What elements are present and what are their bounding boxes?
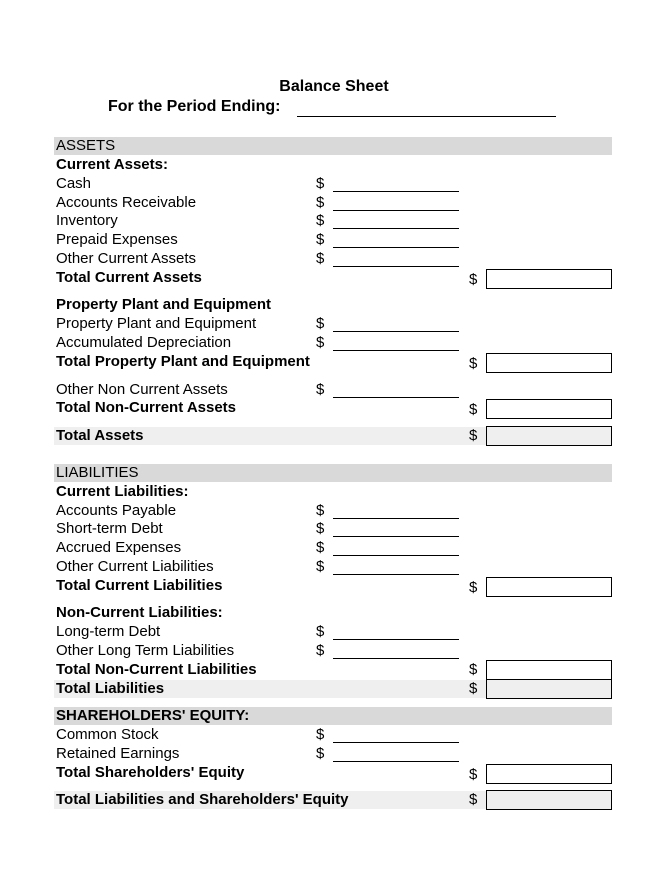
total-row <box>54 269 612 287</box>
total-current-liabilities-field[interactable] <box>486 577 612 597</box>
line-item-row <box>54 502 612 520</box>
line-item-label: Accounts Receivable <box>56 194 197 211</box>
line-item-row <box>54 520 612 538</box>
dollar-sign: $ <box>316 334 325 351</box>
total-liabilities-equity-label: Total Liabilities and Shareholders' Equity <box>56 791 349 808</box>
line-item-label: Inventory <box>56 212 118 229</box>
line-item-row <box>54 381 612 399</box>
current-assets-heading-row <box>54 156 612 174</box>
total-current-liabilities-label: Total Current Liabilities <box>56 577 223 594</box>
prepaid-expenses-amount-field[interactable] <box>333 247 459 248</box>
dollar-sign: $ <box>316 539 325 556</box>
total-row <box>54 353 612 371</box>
dollar-sign: $ <box>469 355 478 372</box>
ppe-amount-field[interactable] <box>333 331 459 332</box>
total-assets-field[interactable] <box>486 426 612 446</box>
equity-section-heading <box>54 707 612 725</box>
ppe-heading-row <box>54 296 612 314</box>
line-item-row <box>54 175 612 193</box>
liabilities-heading: LIABILITIES <box>56 464 139 481</box>
total-equity-field[interactable] <box>486 764 612 784</box>
total-assets-row <box>54 427 612 445</box>
period-ending-field[interactable] <box>297 116 556 117</box>
dollar-sign: $ <box>316 726 325 743</box>
line-item-row <box>54 212 612 230</box>
total-current-assets-label: Total Current Assets <box>56 269 202 286</box>
non-current-liabilities-heading-row <box>54 604 612 622</box>
dollar-sign: $ <box>316 502 325 519</box>
dollar-sign: $ <box>316 315 325 332</box>
line-item-label: Property Plant and Equipment <box>56 315 257 332</box>
short-term-debt-amount-field[interactable] <box>333 536 459 537</box>
total-current-assets-field[interactable] <box>486 269 612 289</box>
total-row <box>54 661 612 679</box>
line-item-label: Accrued Expenses <box>56 539 182 556</box>
dollar-sign: $ <box>316 381 325 398</box>
total-liabilities-equity-field[interactable] <box>486 790 612 810</box>
line-item-label: Short-term Debt <box>56 520 163 537</box>
line-item-row <box>54 334 612 352</box>
dollar-sign: $ <box>316 231 325 248</box>
dollar-sign: $ <box>316 745 325 762</box>
total-liabilities-label: Total Liabilities <box>56 680 165 697</box>
dollar-sign: $ <box>469 680 478 697</box>
line-item-row <box>54 315 612 333</box>
current-liabilities-heading: Current Liabilities: <box>56 483 189 500</box>
dollar-sign: $ <box>469 401 478 418</box>
dollar-sign: $ <box>316 520 325 537</box>
line-item-label: Other Current Assets <box>56 250 197 267</box>
line-item-label: Other Current Liabilities <box>56 558 214 575</box>
dollar-sign: $ <box>316 194 325 211</box>
dollar-sign: $ <box>316 623 325 640</box>
dollar-sign: $ <box>469 427 478 444</box>
page-title: Balance Sheet <box>279 78 389 95</box>
line-item-row <box>54 623 612 641</box>
non-current-liabilities-heading: Non-Current Liabilities: <box>56 604 223 621</box>
liabilities-section-heading <box>54 464 612 482</box>
accumulated-depreciation-amount-field[interactable] <box>333 350 459 351</box>
line-item-label: Retained Earnings <box>56 745 180 762</box>
current-liabilities-heading-row <box>54 483 612 501</box>
line-item-label: Common Stock <box>56 726 159 743</box>
total-assets-label: Total Assets <box>56 427 144 444</box>
accounts-payable-amount-field[interactable] <box>333 518 459 519</box>
other-non-current-assets-amount-field[interactable] <box>333 397 459 398</box>
long-term-debt-amount-field[interactable] <box>333 639 459 640</box>
line-item-row <box>54 250 612 268</box>
total-equity-label: Total Shareholders' Equity <box>56 764 245 781</box>
dollar-sign: $ <box>469 766 478 783</box>
dollar-sign: $ <box>316 558 325 575</box>
line-item-row <box>54 642 612 660</box>
line-item-label: Cash <box>56 175 92 192</box>
total-non-current-liabilities-field[interactable] <box>486 660 612 680</box>
assets-section-heading <box>54 137 612 155</box>
dollar-sign: $ <box>316 250 325 267</box>
accounts-receivable-amount-field[interactable] <box>333 210 459 211</box>
line-item-label: Accounts Payable <box>56 502 177 519</box>
current-assets-heading: Current Assets: <box>56 156 168 173</box>
other-long-term-liabilities-amount-field[interactable] <box>333 658 459 659</box>
line-item-row <box>54 745 612 763</box>
line-item-label: Other Long Term Liabilities <box>56 642 235 659</box>
total-ppe-label: Total Property Plant and Equipment <box>56 353 310 370</box>
line-item-label: Accumulated Depreciation <box>56 334 232 351</box>
other-current-liabilities-amount-field[interactable] <box>333 574 459 575</box>
assets-heading: ASSETS <box>56 137 116 154</box>
dollar-sign: $ <box>469 661 478 678</box>
period-label: For the Period Ending: <box>108 98 281 115</box>
total-row <box>54 577 612 595</box>
equity-heading: SHAREHOLDERS' EQUITY: <box>56 707 250 724</box>
line-item-row <box>54 231 612 249</box>
other-current-assets-amount-field[interactable] <box>333 266 459 267</box>
total-ppe-field[interactable] <box>486 353 612 373</box>
total-row <box>54 764 612 782</box>
total-liabilities-row <box>54 680 612 698</box>
total-row <box>54 399 612 417</box>
cash-amount-field[interactable] <box>333 191 459 192</box>
total-non-current-assets-field[interactable] <box>486 399 612 419</box>
dollar-sign: $ <box>469 579 478 596</box>
line-item-row <box>54 558 612 576</box>
dollar-sign: $ <box>469 271 478 288</box>
line-item-row <box>54 194 612 212</box>
ppe-heading: Property Plant and Equipment <box>56 296 272 313</box>
dollar-sign: $ <box>316 175 325 192</box>
dollar-sign: $ <box>469 791 478 808</box>
dollar-sign: $ <box>316 642 325 659</box>
total-liabilities-equity-row <box>54 791 612 809</box>
accrued-expenses-amount-field[interactable] <box>333 555 459 556</box>
retained-earnings-amount-field[interactable] <box>333 761 459 762</box>
line-item-row <box>54 726 612 744</box>
line-item-label: Prepaid Expenses <box>56 231 178 248</box>
line-item-label: Other Non Current Assets <box>56 381 228 398</box>
total-liabilities-field[interactable] <box>486 679 612 699</box>
common-stock-amount-field[interactable] <box>333 742 459 743</box>
line-item-label: Long-term Debt <box>56 623 161 640</box>
total-non-current-assets-label: Total Non-Current Assets <box>56 399 237 416</box>
dollar-sign: $ <box>316 212 325 229</box>
inventory-amount-field[interactable] <box>333 228 459 229</box>
total-non-current-liabilities-label: Total Non-Current Liabilities <box>56 661 257 678</box>
line-item-row <box>54 539 612 557</box>
